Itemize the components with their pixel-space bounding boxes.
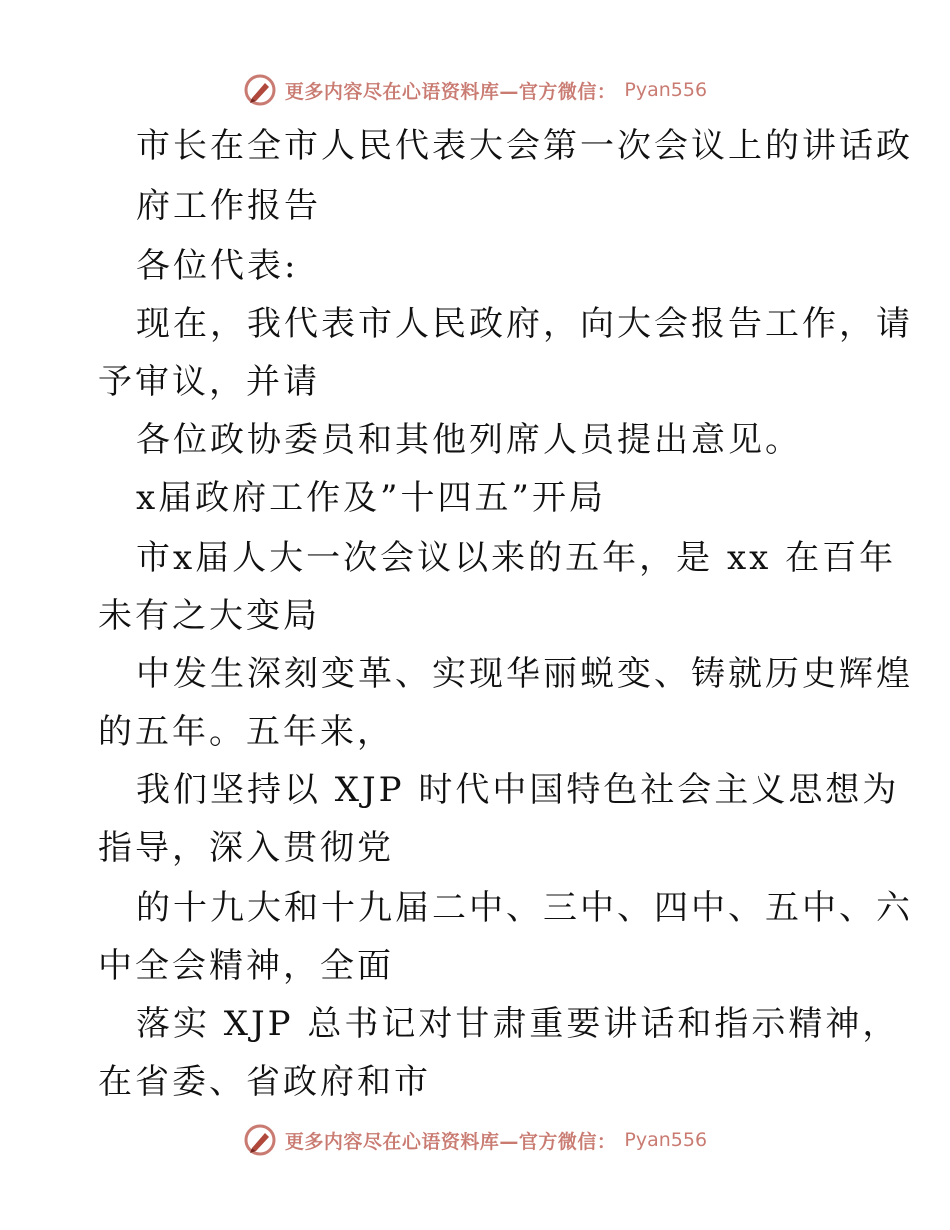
watermark-contact: Pyan556 bbox=[624, 79, 708, 101]
text-line-14: 的十九大和十九届二中、三中、四中、五中、六 bbox=[136, 888, 913, 928]
text-line-6: 各位政协委员和其他列席人员提出意见。 bbox=[136, 420, 802, 460]
text-line-10: 中发生深刻变革、实现华丽蜕变、铸就历史辉煌 bbox=[136, 654, 913, 694]
text-line-17: 在省委、省政府和市 bbox=[98, 1062, 431, 1102]
text-line-13: 指导，深入贯彻党 bbox=[98, 828, 394, 868]
text-line-7: x届政府工作及”十四五”开局 bbox=[136, 478, 606, 518]
text-line-1: 市长在全市人民代表大会第一次会议上的讲话政 bbox=[136, 126, 913, 166]
footer-watermark bbox=[0, 1120, 950, 1160]
watermark-text: 更多内容尽在心语资料库—官方微信： bbox=[284, 80, 617, 103]
text-line-9: 未有之大变局 bbox=[98, 596, 320, 636]
text-line-5: 予审议，并请 bbox=[98, 362, 320, 402]
pen-logo-icon bbox=[243, 73, 277, 107]
watermark-contact: Pyan556 bbox=[624, 1129, 708, 1151]
text-line-4: 现在，我代表市人民政府，向大会报告工作，请 bbox=[136, 304, 913, 344]
pen-logo-icon bbox=[243, 1123, 277, 1157]
text-line-15: 中全会精神，全面 bbox=[98, 946, 394, 986]
text-line-11: 的五年。五年来， bbox=[98, 712, 394, 752]
text-line-2: 府工作报告 bbox=[136, 186, 321, 226]
text-line-8: 市x届人大一次会议以来的五年，是 xx 在百年 bbox=[136, 538, 897, 578]
text-line-3: 各位代表: bbox=[136, 246, 299, 286]
text-line-16: 落实 XJP 总书记对甘肃重要讲话和指示精神， bbox=[136, 1004, 900, 1044]
header-watermark bbox=[0, 70, 950, 110]
watermark-text: 更多内容尽在心语资料库—官方微信： bbox=[284, 1130, 617, 1153]
text-line-12: 我们坚持以 XJP 时代中国特色社会主义思想为 bbox=[136, 770, 900, 810]
